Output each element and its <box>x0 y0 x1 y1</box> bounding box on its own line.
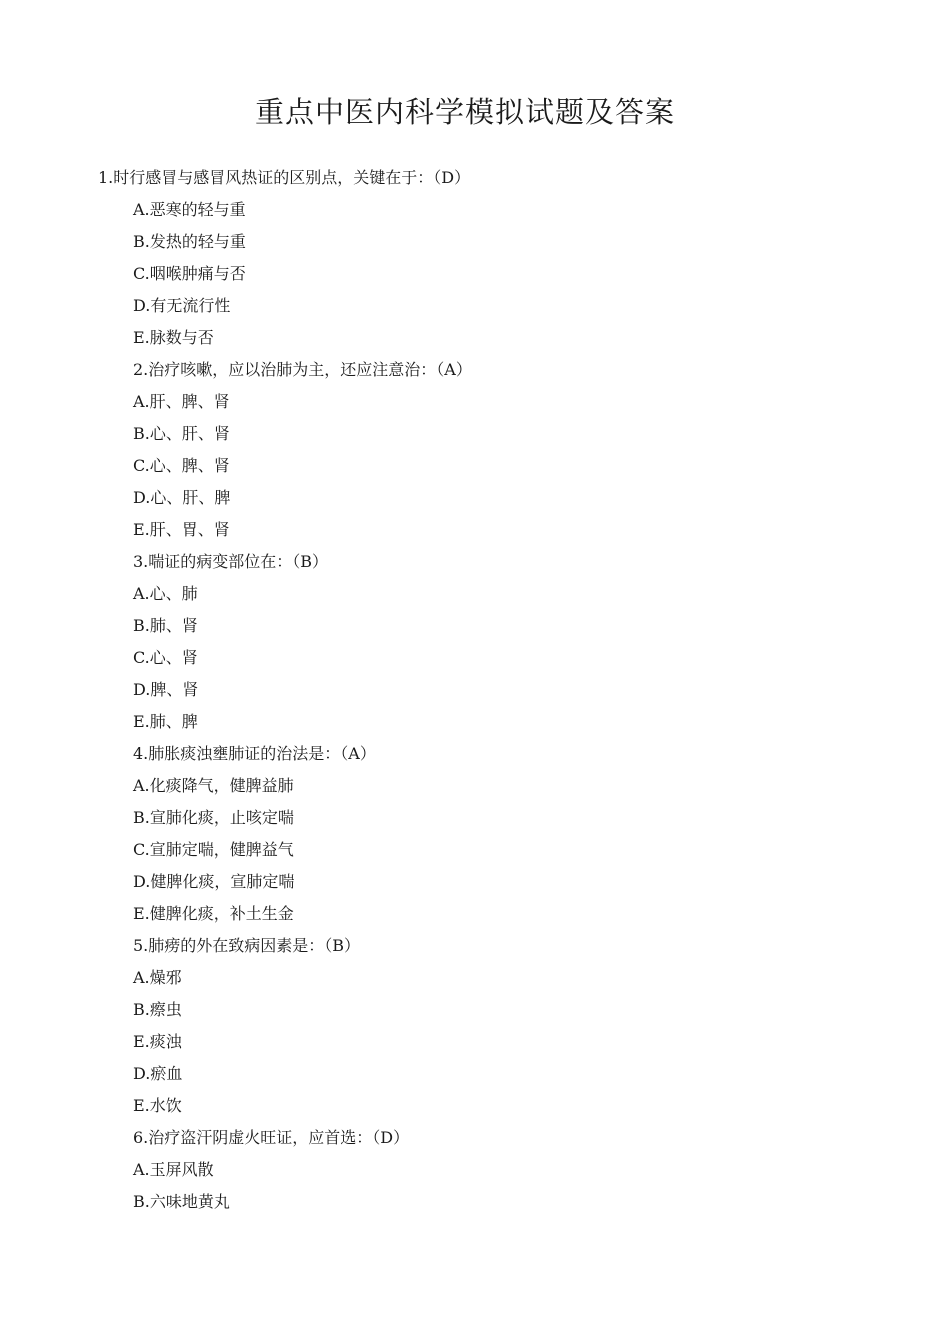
answer-option: A.玉屏风散 <box>133 1160 214 1179</box>
question-text: 3.喘证的病变部位在：（B） <box>133 552 329 571</box>
question-text: 4.肺胀痰浊壅肺证的治法是：（A） <box>133 744 376 763</box>
answer-option: C.宣肺定喘，健脾益气 <box>133 840 294 859</box>
answer-option: E.水饮 <box>133 1096 182 1115</box>
answer-option: B.肺、肾 <box>133 616 198 635</box>
answer-option: D.健脾化痰，宣肺定喘 <box>133 872 295 891</box>
answer-option: D.脾、肾 <box>133 680 199 699</box>
answer-option: D.心、肝、脾 <box>133 488 231 507</box>
answer-option: B.发热的轻与重 <box>133 232 246 251</box>
answer-option: D.有无流行性 <box>133 296 231 315</box>
answer-option: B.六味地黄丸 <box>133 1192 230 1211</box>
answer-option: B.瘵虫 <box>133 1000 182 1019</box>
answer-option: A.化痰降气，健脾益肺 <box>133 776 294 795</box>
answer-option: D.瘀血 <box>133 1064 183 1083</box>
answer-option: A.肝、脾、肾 <box>133 392 230 411</box>
answer-option: A.燥邪 <box>133 968 182 987</box>
question-text: 2.治疗咳嗽，应以治肺为主，还应注意治：（A） <box>133 360 472 379</box>
answer-option: C.心、肾 <box>133 648 198 667</box>
answer-option: E.健脾化痰，补土生金 <box>133 904 294 923</box>
answer-option: E.痰浊 <box>133 1032 182 1051</box>
answer-option: E.肝、胃、肾 <box>133 520 230 539</box>
question-text: 5.肺痨的外在致病因素是：（B） <box>133 936 361 955</box>
question-text: 6.治疗盗汗阴虚火旺证，应首选：（D） <box>133 1128 410 1147</box>
question-text: 1.时行感冒与感冒风热证的区别点，关键在于：（D） <box>98 168 471 187</box>
answer-option: C.心、脾、肾 <box>133 456 230 475</box>
answer-option: E.脉数与否 <box>133 328 214 347</box>
answer-option: B.心、肝、肾 <box>133 424 230 443</box>
answer-option: C.咽喉肿痛与否 <box>133 264 246 283</box>
answer-option: B.宣肺化痰，止咳定喘 <box>133 808 294 827</box>
answer-option: A.恶寒的轻与重 <box>133 200 246 219</box>
answer-option: E.肺、脾 <box>133 712 198 731</box>
answer-option: A.心、肺 <box>133 584 198 603</box>
question-list <box>0 162 950 1218</box>
document-title: 重点中医内科学模拟试题及答案 <box>254 95 675 129</box>
